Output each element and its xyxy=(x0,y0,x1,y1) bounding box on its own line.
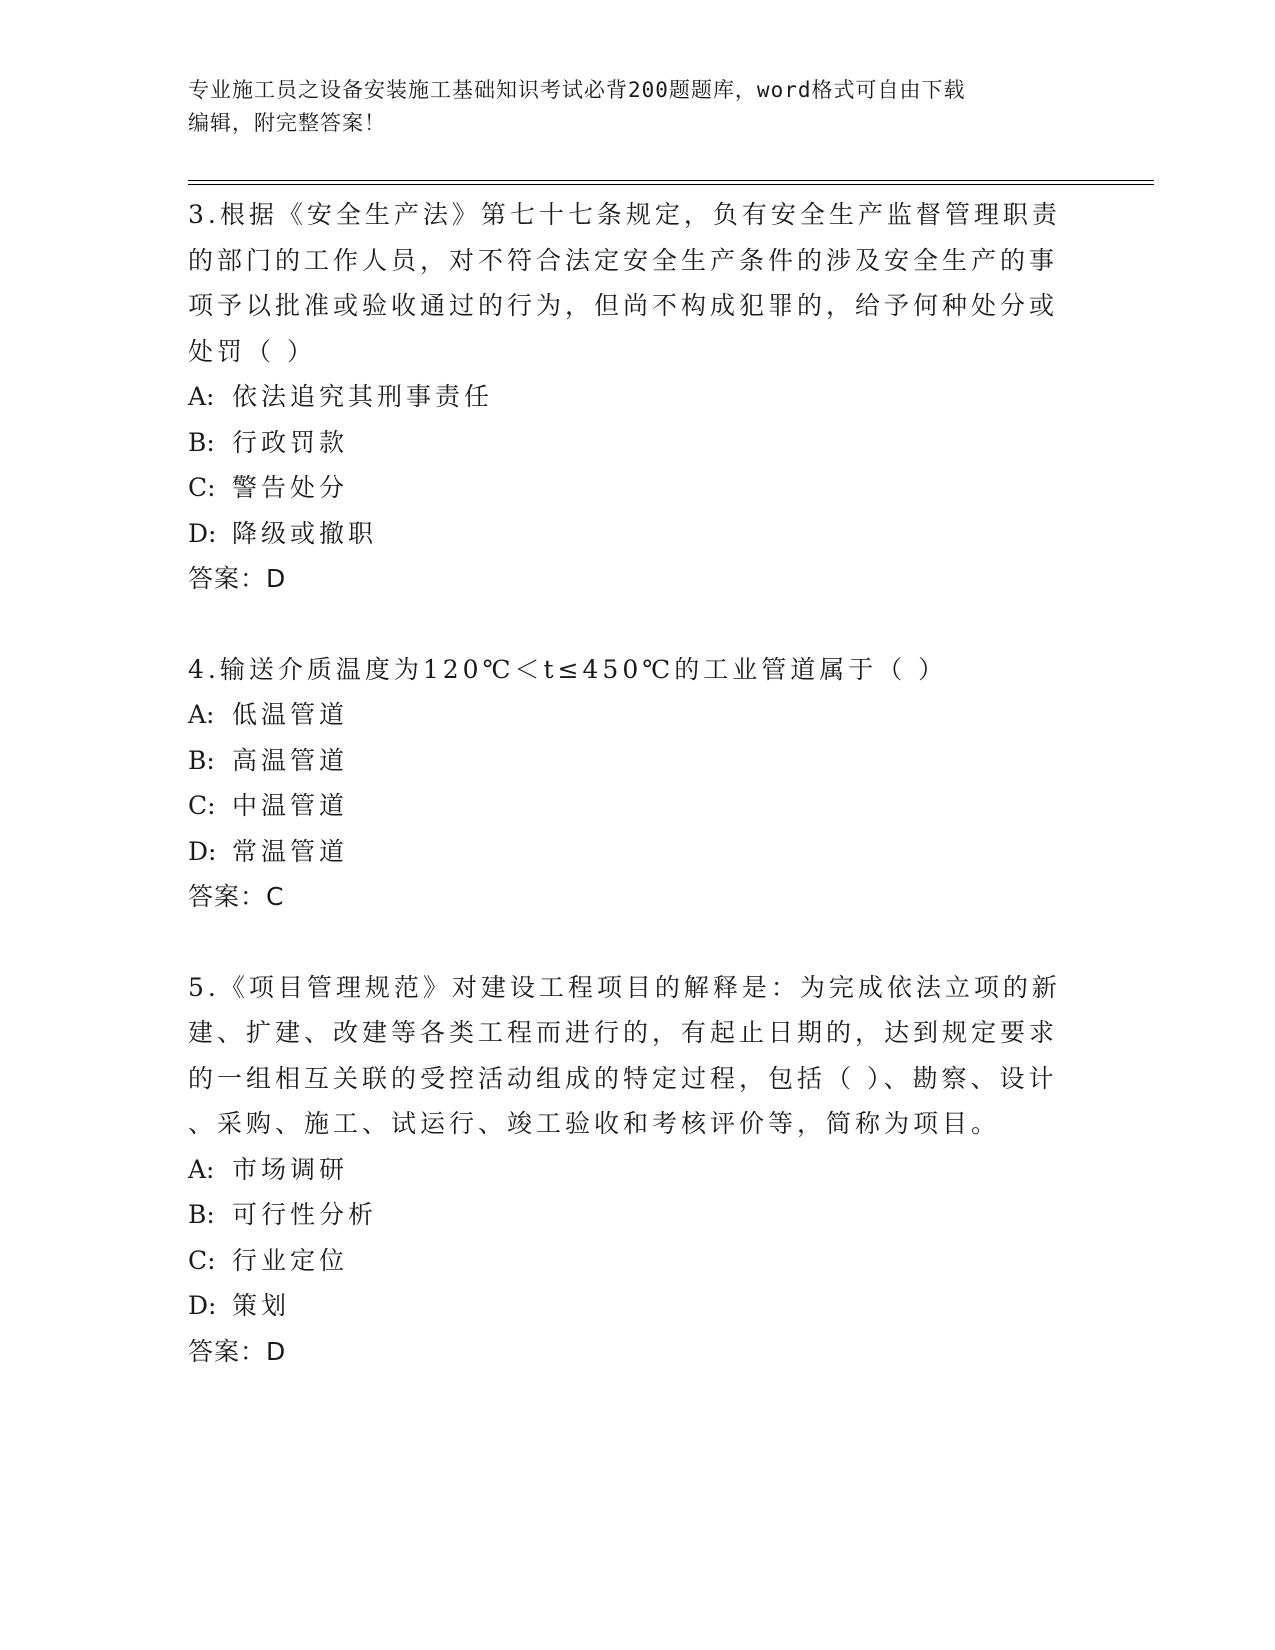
answer-line: 答案：C xyxy=(188,882,285,911)
question-5 xyxy=(188,965,1088,1375)
option-letter: C: xyxy=(188,791,216,820)
question-line: 的部门的工作人员，对不符合法定安全生产条件的涉及安全生产的事 xyxy=(188,245,1059,275)
option-d xyxy=(188,1283,1088,1329)
question-line: 的一组相互关联的受控活动组成的特定过程，包括（ ）、勘察、设计 xyxy=(188,1063,1058,1093)
question-4 xyxy=(188,647,1088,920)
option-a xyxy=(188,692,1088,738)
option-c xyxy=(188,465,1088,511)
question-line: 、采购、施工、试运行、竣工验收和考核评价等，简称为项目。 xyxy=(188,1109,1001,1138)
option-b xyxy=(188,738,1088,784)
answer-line: 答案：D xyxy=(188,1336,287,1366)
question-list xyxy=(188,192,1088,1419)
option-a xyxy=(188,374,1088,420)
option-text: 中温管道 xyxy=(232,791,349,820)
option-b xyxy=(188,420,1088,466)
option-c xyxy=(188,1238,1088,1284)
option-letter: B: xyxy=(188,745,215,775)
option-letter: D: xyxy=(188,1291,217,1320)
option-a xyxy=(188,1147,1088,1193)
question-3 xyxy=(188,192,1088,602)
question-line: 建、扩建、改建等各类工程而进行的，有起止日期的，达到规定要求 xyxy=(188,1018,1059,1047)
option-letter: C: xyxy=(188,473,216,502)
option-d xyxy=(188,511,1088,557)
option-text: 常温管道 xyxy=(232,836,349,866)
option-letter: B: xyxy=(188,1200,215,1229)
question-line: 3.根据《安全生产法》第七十七条规定，负有安全生产监督管理职责 xyxy=(188,200,1061,229)
header-divider xyxy=(188,180,1154,185)
header-line-1: 专业施工员之设备安装施工基础知识考试必背200题题库，word格式可自由下载 xyxy=(188,78,966,102)
option-letter: C: xyxy=(188,1245,216,1275)
option-letter: D: xyxy=(188,518,217,548)
option-text: 策划 xyxy=(232,1291,291,1320)
option-c xyxy=(188,783,1088,829)
option-text: 可行性分析 xyxy=(232,1200,378,1229)
question-line: 5.《项目管理规范》对建设工程项目的解释是：为完成依法立项的新 xyxy=(188,972,1061,1002)
option-letter: A: xyxy=(188,1154,215,1184)
header-line-2: 编辑，附完整答案！ xyxy=(188,111,386,135)
option-letter: A: xyxy=(188,382,215,411)
option-d xyxy=(188,829,1088,875)
answer-line: 答案：D xyxy=(188,564,287,593)
option-text: 市场调研 xyxy=(232,1154,349,1184)
question-line: 项予以批准或验收通过的行为，但尚不构成犯罪的，给予何种处分或 xyxy=(188,291,1059,320)
question-line: 4.输送介质温度为120℃＜t≤450℃的工业管道属于（ ） xyxy=(188,654,948,684)
option-text: 行业定位 xyxy=(232,1245,349,1275)
option-letter: D: xyxy=(188,836,217,866)
option-text: 低温管道 xyxy=(232,700,349,729)
option-text: 高温管道 xyxy=(232,745,349,775)
question-line: 处罚（ ） xyxy=(188,336,316,366)
option-text: 行政罚款 xyxy=(232,427,349,457)
document-header xyxy=(188,74,1088,140)
option-text: 依法追究其刑事责任 xyxy=(232,382,494,411)
option-letter: A: xyxy=(188,700,215,729)
option-text: 警告处分 xyxy=(232,473,349,502)
option-b xyxy=(188,1192,1088,1238)
option-text: 降级或撤职 xyxy=(232,518,378,548)
option-letter: B: xyxy=(188,427,215,457)
